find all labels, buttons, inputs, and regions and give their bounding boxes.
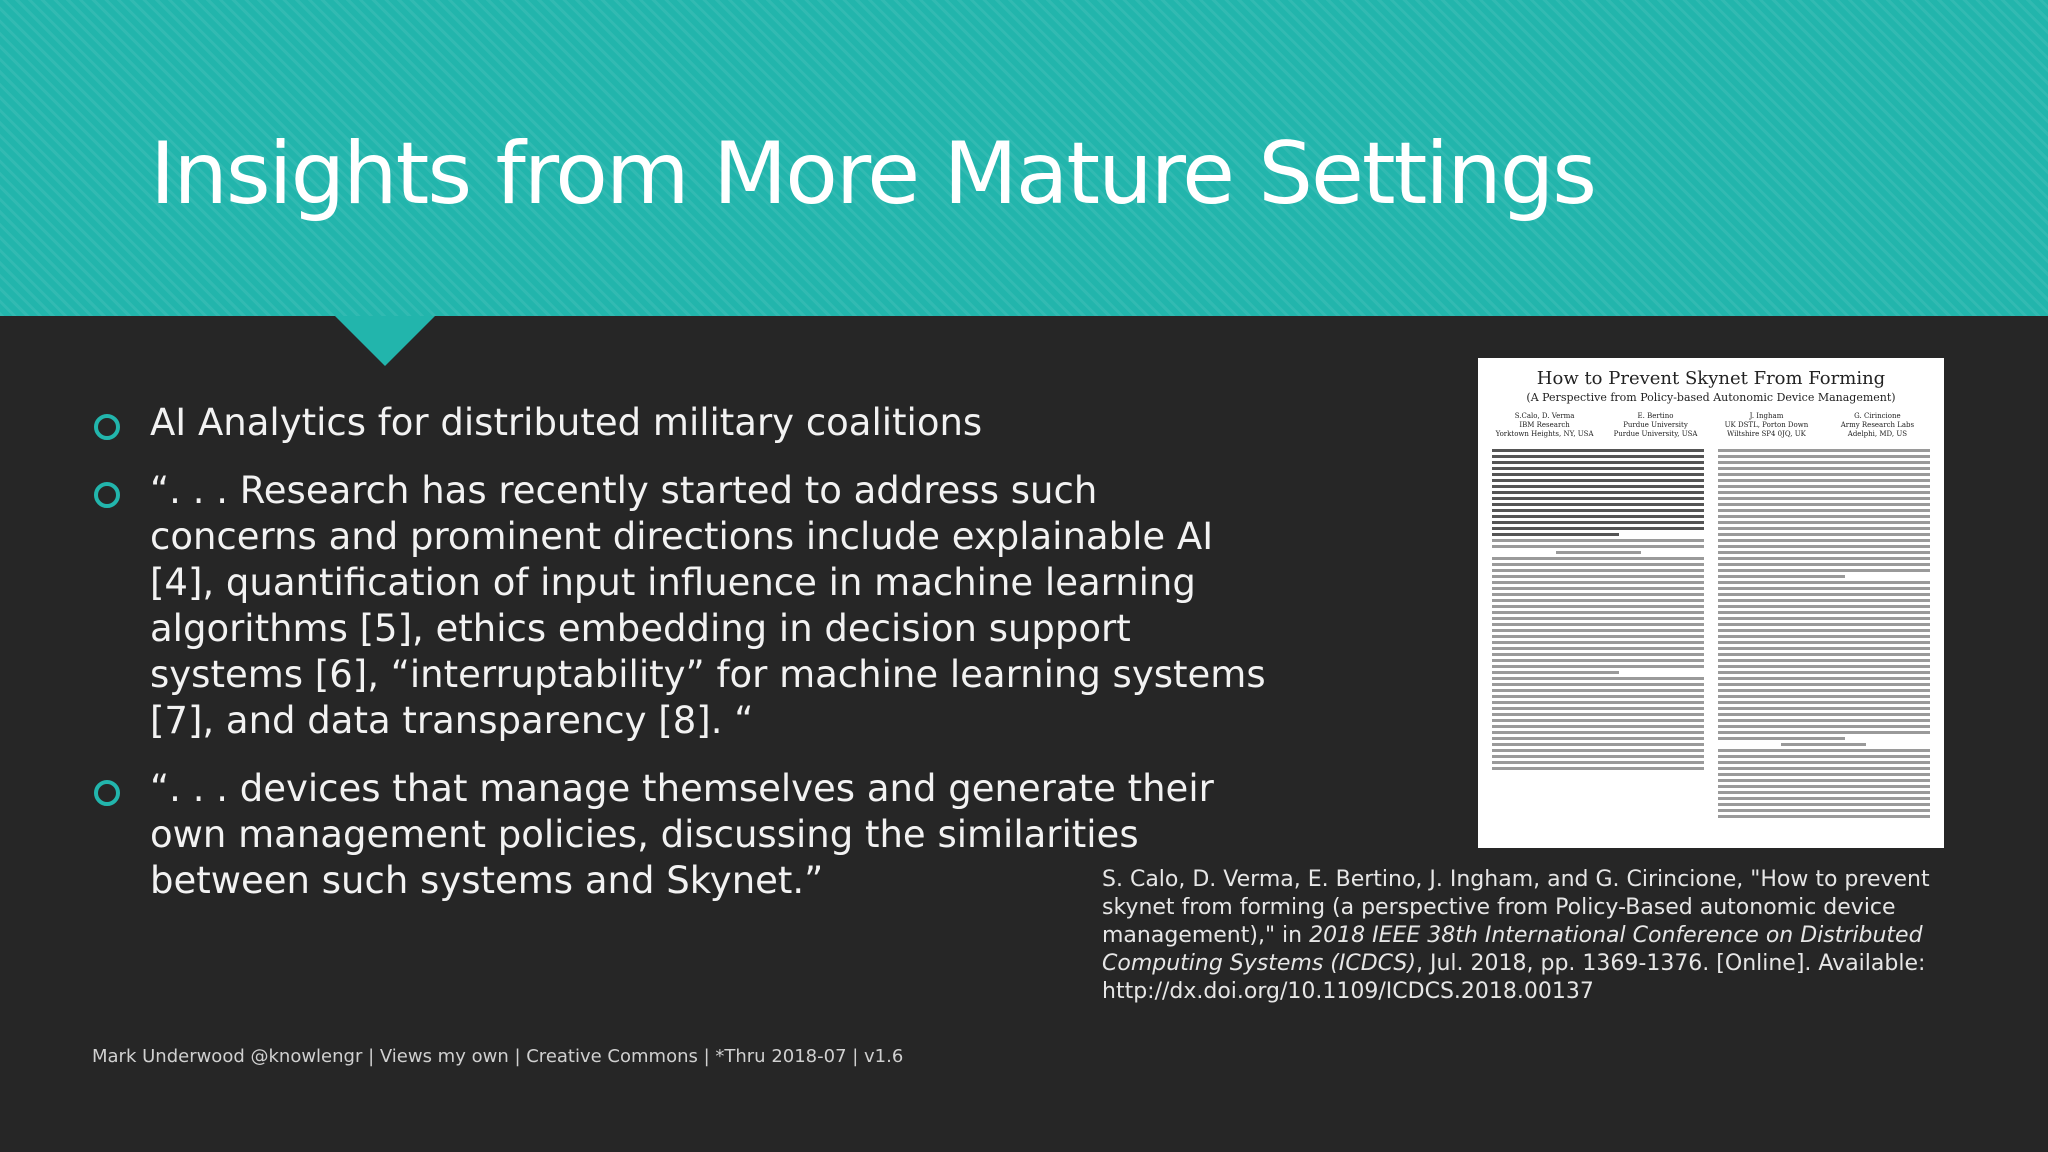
paper-text-line (1492, 689, 1704, 692)
paper-text-line (1492, 641, 1704, 644)
paper-text-line (1718, 647, 1930, 650)
paper-text-line (1492, 653, 1704, 656)
paper-text-line (1718, 581, 1930, 584)
paper-text-line (1718, 695, 1930, 698)
paper-text-line (1718, 593, 1930, 596)
paper-text-line (1718, 455, 1930, 458)
paper-text-line (1492, 671, 1619, 674)
paper-text-line (1718, 713, 1930, 716)
paper-text-line (1718, 611, 1930, 614)
paper-text-line (1492, 743, 1704, 746)
paper-text-line (1718, 515, 1930, 518)
paper-text-line (1718, 473, 1930, 476)
footer: Mark Underwood @knowlengr | Views my own | Creative Commons | *Thru 2018-07 | v1.6 (92, 1046, 904, 1067)
paper-text-line (1718, 479, 1930, 482)
paper-text-line (1718, 767, 1930, 770)
paper-text-line (1718, 785, 1930, 788)
paper-text-line (1718, 725, 1930, 728)
paper-text-line (1492, 635, 1704, 638)
header-notch (335, 316, 435, 366)
paper-text-line (1718, 737, 1845, 740)
paper-text-line (1718, 551, 1930, 554)
paper-text-line (1718, 605, 1930, 608)
paper-text-line (1718, 677, 1930, 680)
paper-column-right (1718, 449, 1930, 839)
paper-author: S.Calo, D. Verma IBM Research Yorktown Heights, NY, USA (1495, 412, 1594, 438)
paper-text-line (1492, 593, 1704, 596)
paper-text-line (1718, 779, 1930, 782)
paper-text-line (1718, 491, 1930, 494)
paper-text-line (1718, 635, 1930, 638)
paper-text-line (1781, 743, 1866, 746)
paper-author: E. Bertino Purdue University Purdue University, USA (1613, 412, 1698, 438)
bullet-item (94, 766, 1274, 904)
paper-text-line (1718, 629, 1930, 632)
paper-text-line (1718, 569, 1930, 572)
paper-text-line (1492, 701, 1704, 704)
paper-text-line (1718, 665, 1930, 668)
paper-text-line (1492, 473, 1704, 476)
paper-text-line (1492, 557, 1704, 560)
paper-text-line (1492, 587, 1704, 590)
paper-text-line (1718, 689, 1930, 692)
paper-text-line (1492, 629, 1704, 632)
paper-author: J. Ingham UK DSTL, Porton Down Wiltshire SP4 0JQ, UK (1724, 412, 1809, 438)
paper-text-line (1492, 563, 1704, 566)
citation (1102, 866, 1992, 1006)
paper-text-line (1718, 755, 1930, 758)
paper-text-line (1492, 533, 1619, 536)
paper-text-line (1718, 791, 1930, 794)
paper-text-line (1492, 455, 1704, 458)
paper-text-line (1718, 815, 1930, 818)
paper-text-line (1718, 539, 1930, 542)
paper-text-line (1492, 539, 1704, 542)
paper-text-line (1718, 449, 1930, 452)
paper-text-line (1492, 647, 1704, 650)
paper-title: How to Prevent Skynet From Forming (1536, 368, 1886, 389)
citation-tail: , Jul. 2018, pp. 1369-1376. [Online]. Available: http://dx.doi.org/10.1109/ICDCS.2018.00137 (1102, 951, 1926, 1004)
paper-text-line (1718, 803, 1930, 806)
paper-text-line (1492, 449, 1704, 452)
paper-text-line (1718, 749, 1930, 752)
paper-text-line (1718, 659, 1930, 662)
paper-text-line (1492, 731, 1704, 734)
paper-text-line (1492, 479, 1704, 482)
paper-text-line (1492, 767, 1704, 770)
paper-text-line (1718, 773, 1930, 776)
paper-text-line (1718, 599, 1930, 602)
paper-text-line (1492, 599, 1704, 602)
paper-text-line (1492, 665, 1704, 668)
paper-text-line (1492, 737, 1704, 740)
paper-column-left (1492, 449, 1704, 839)
paper-text-line (1718, 641, 1930, 644)
paper-text-line (1492, 749, 1704, 752)
paper-authors (1492, 412, 1930, 439)
paper-text-line (1718, 587, 1930, 590)
paper-text-line (1492, 569, 1704, 572)
paper-body (1492, 449, 1930, 839)
paper-text-line (1492, 545, 1704, 548)
paper-text-line (1718, 575, 1845, 578)
bullet-list (94, 400, 1274, 926)
paper-text-line (1718, 497, 1930, 500)
paper-text-line (1718, 761, 1930, 764)
paper-text-line (1718, 731, 1930, 734)
paper-author: G. Cirincione Army Research Labs Adelphi, MD, US (1840, 412, 1915, 438)
paper-text-line (1492, 581, 1704, 584)
paper-text-line (1492, 515, 1704, 518)
paper-text-line (1492, 527, 1704, 530)
paper-text-line (1492, 503, 1704, 506)
paper-text-line (1492, 725, 1704, 728)
paper-text-line (1492, 761, 1704, 764)
paper-text-line (1492, 461, 1704, 464)
paper-text-line (1718, 707, 1930, 710)
paper-text-line (1492, 467, 1704, 470)
paper-text-line (1492, 485, 1704, 488)
paper-text-line (1492, 719, 1704, 722)
paper-text-line (1718, 521, 1930, 524)
paper-text-line (1492, 677, 1704, 680)
paper-text-line (1718, 797, 1930, 800)
paper-text-line (1492, 491, 1704, 494)
bullet-item (94, 468, 1274, 744)
paper-subtitle: (A Perspective from Policy-based Autonomic Device Management) (1526, 391, 1896, 404)
paper-text-line (1492, 575, 1704, 578)
circle-bullet-icon (94, 780, 120, 806)
paper-text-line (1718, 527, 1930, 530)
paper-text-line (1718, 503, 1930, 506)
slide-title: Insights from More Mature Settings (150, 124, 1596, 224)
paper-text-line (1718, 683, 1930, 686)
paper-text-line (1718, 623, 1930, 626)
paper-text-line (1718, 467, 1930, 470)
paper-text-line (1556, 551, 1641, 554)
paper-text-line (1718, 617, 1930, 620)
paper-text-line (1492, 713, 1704, 716)
paper-text-line (1492, 509, 1704, 512)
paper-text-line (1718, 809, 1930, 812)
citation-text: S. Calo, D. Verma, E. Bertino, J. Ingham, and G. Cirincione, "How to prevent skynet from forming (a perspective from Policy-Based autonomic device management)," in (1102, 867, 1930, 948)
paper-text-line (1718, 533, 1930, 536)
paper-text-line (1492, 683, 1704, 686)
paper-text-line (1718, 719, 1930, 722)
paper-text-line (1718, 653, 1930, 656)
paper-text-line (1718, 557, 1930, 560)
paper-text-line (1492, 617, 1704, 620)
paper-text-line (1718, 509, 1930, 512)
bullet-text: “. . . Research has recently started to address such concerns and prominent directions include explainable AI [4], quantification of input influence in machine learning algorithms [5], ethics embedding in decision support systems [6], “interruptability” for machine learning systems [7], and data transparency [8]. “ (150, 469, 1266, 742)
paper-text-line (1492, 497, 1704, 500)
paper-text-line (1492, 755, 1704, 758)
paper-text-line (1492, 611, 1704, 614)
bullet-text: “. . . devices that manage themselves and generate their own management policies, discussing the similarities between such systems and Skynet.” (150, 767, 1214, 902)
paper-text-line (1718, 701, 1930, 704)
circle-bullet-icon (94, 414, 120, 440)
paper-text-line (1492, 605, 1704, 608)
paper-text-line (1492, 659, 1704, 662)
paper-text-line (1718, 671, 1930, 674)
paper-text-line (1492, 521, 1704, 524)
bullet-item (94, 400, 1274, 446)
paper-text-line (1718, 485, 1930, 488)
paper-text-line (1718, 545, 1930, 548)
circle-bullet-icon (94, 482, 120, 508)
paper-text-line (1492, 707, 1704, 710)
paper-thumbnail (1478, 358, 1944, 848)
bullet-text: AI Analytics for distributed military coalitions (150, 401, 983, 444)
paper-text-line (1718, 563, 1930, 566)
paper-text-line (1718, 461, 1930, 464)
paper-text-line (1492, 695, 1704, 698)
citation-venue: 2018 IEEE 38th International Conference on Distributed Computing Systems (ICDCS) (1102, 923, 1923, 976)
paper-text-line (1492, 623, 1704, 626)
